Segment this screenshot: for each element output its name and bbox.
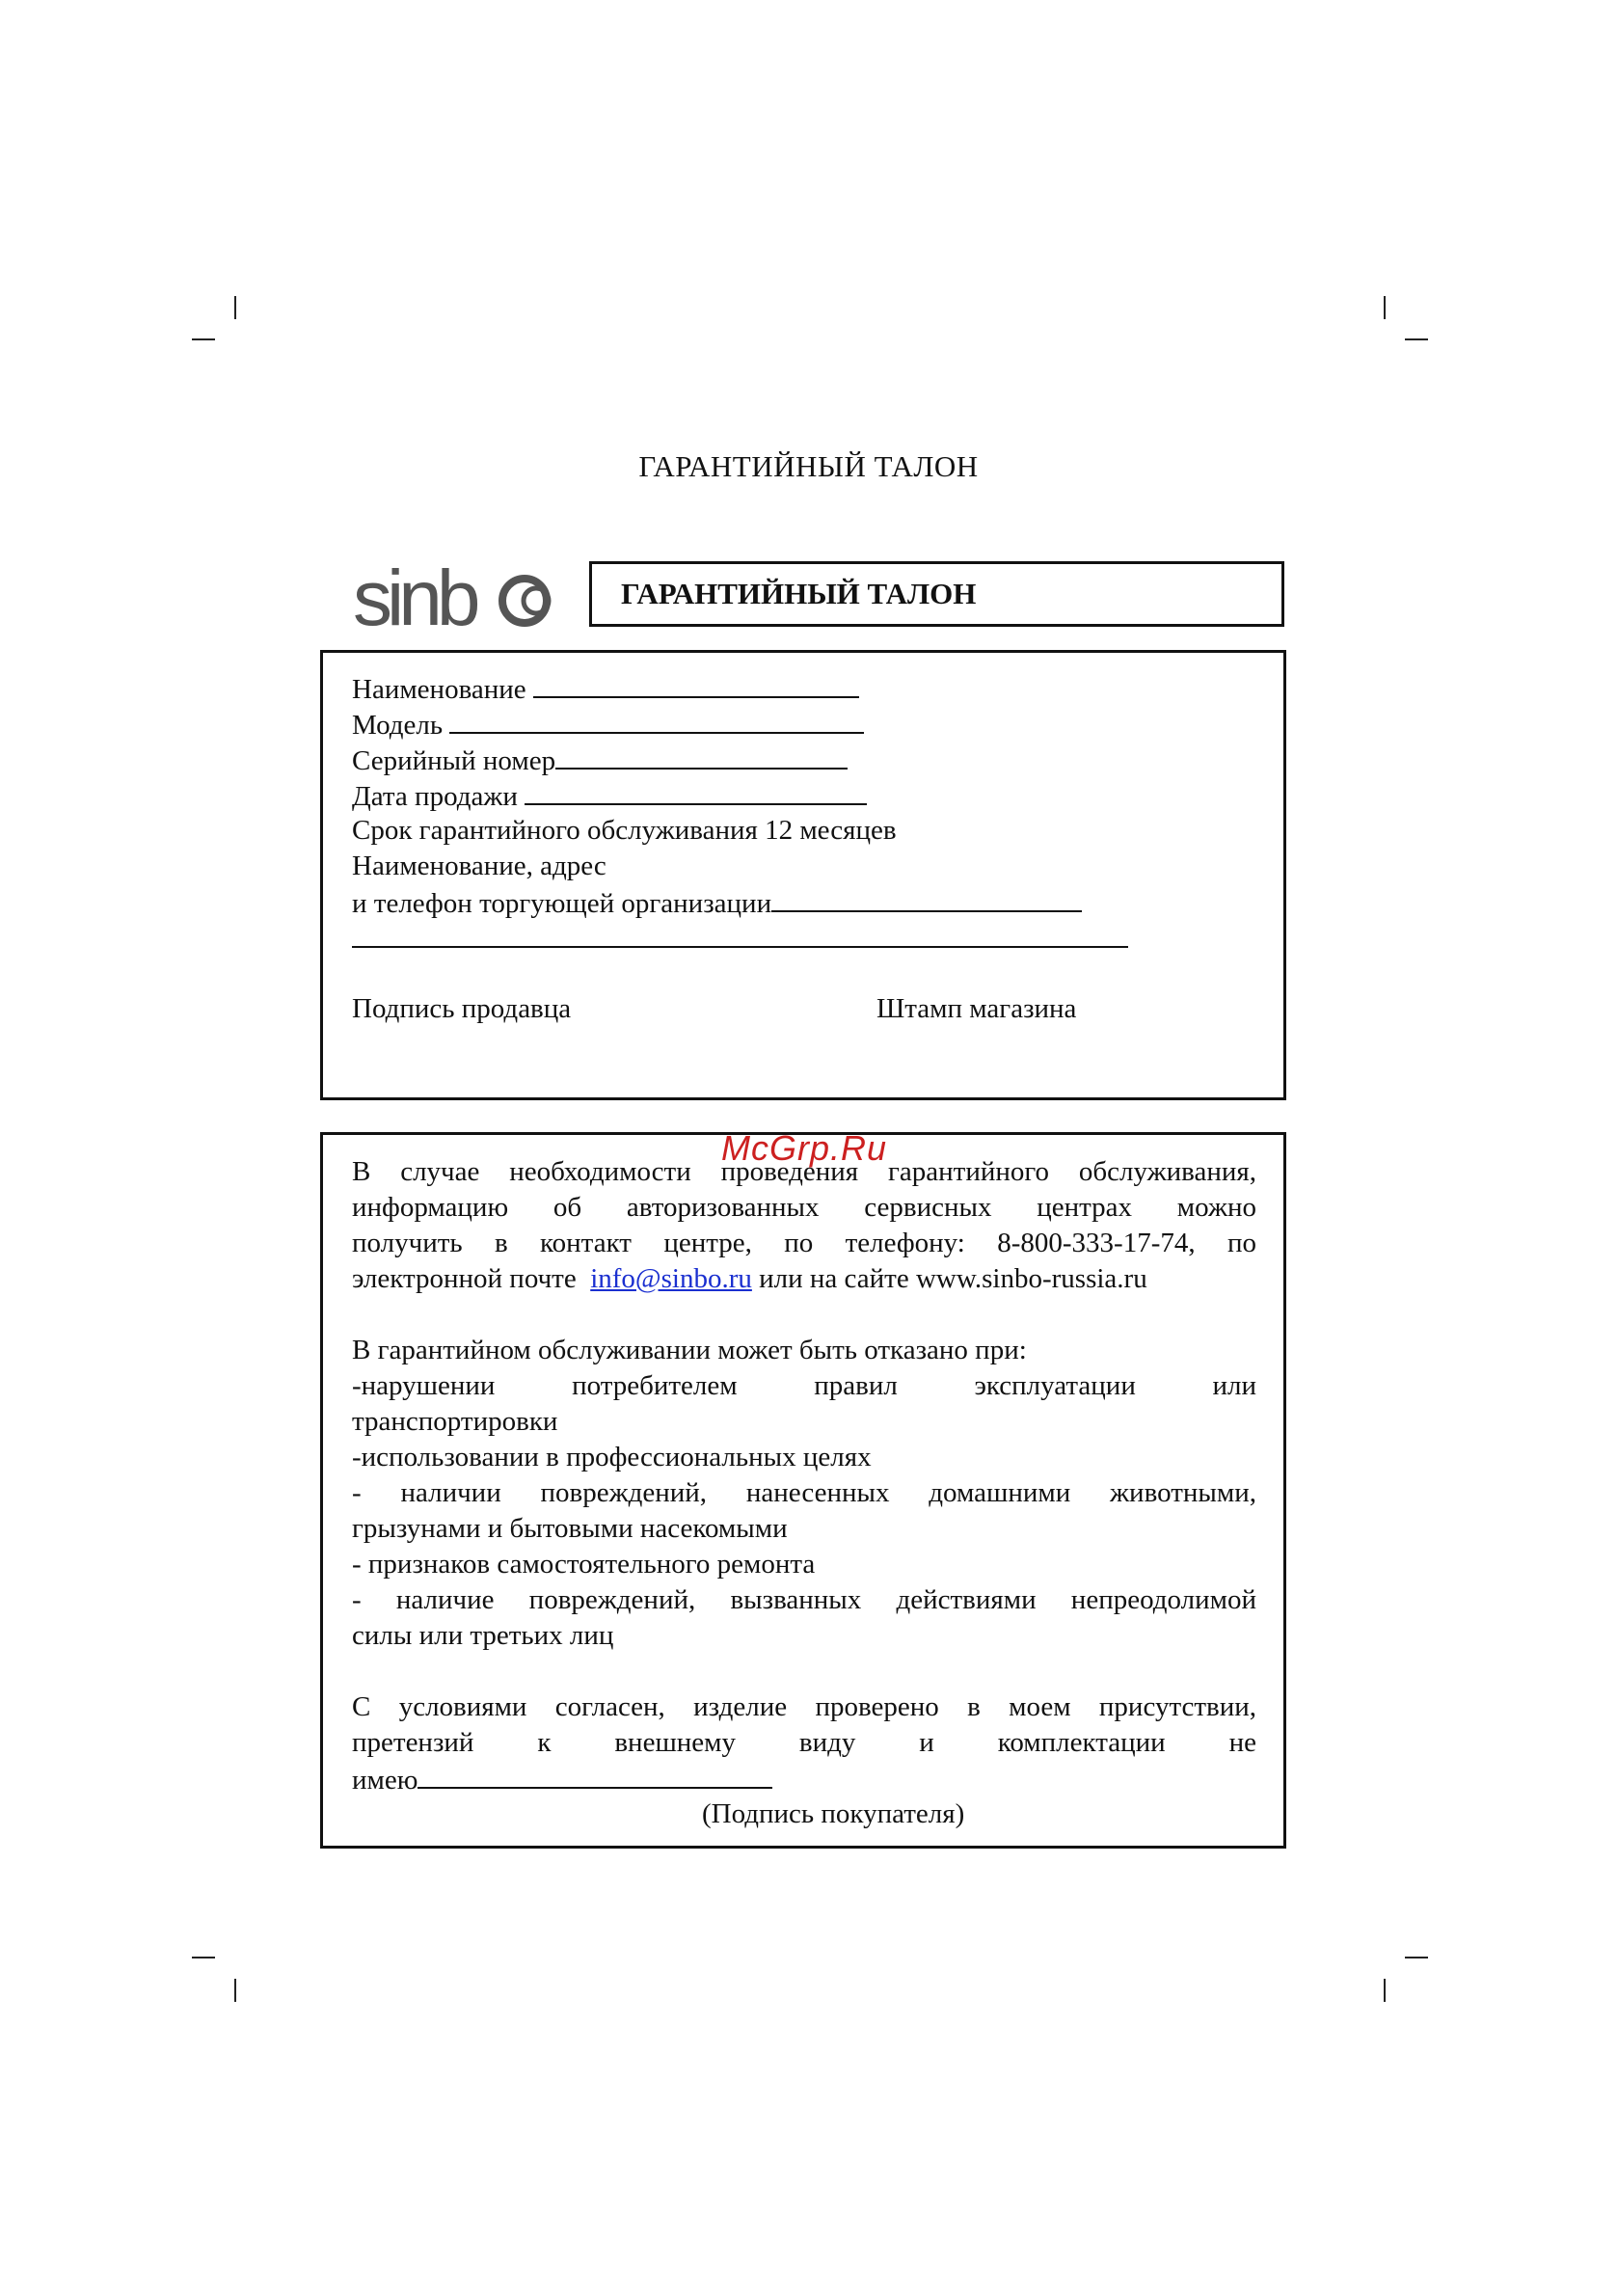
crop-mark xyxy=(1405,1957,1428,1958)
org-extra-field[interactable] xyxy=(352,920,1128,958)
consent-text: претензий к внешнему виду и комплектации не xyxy=(352,1727,1256,1758)
refusal-item: грызунами и бытовыми насекомыми xyxy=(352,1513,788,1544)
org-label-line1: Наименование, адрес xyxy=(352,851,606,881)
watermark: McGrp.Ru xyxy=(721,1128,888,1168)
refusal-item: - наличии повреждений, нанесенных домашними животными, xyxy=(352,1477,1256,1508)
crop-mark xyxy=(192,1957,215,1958)
sale-date-label: Дата продажи xyxy=(352,781,518,812)
sale-date-blank[interactable] xyxy=(525,777,867,805)
seller-signature-label: Подпись продавца xyxy=(352,993,572,1024)
serial-field[interactable] xyxy=(352,742,848,779)
sale-date-field[interactable] xyxy=(352,777,867,815)
sinbo-logo xyxy=(353,557,555,631)
crop-mark xyxy=(192,338,215,340)
model-label: Модель xyxy=(352,710,444,741)
crop-mark xyxy=(234,296,236,319)
buyer-signature-blank[interactable] xyxy=(418,1761,772,1789)
org-field[interactable] xyxy=(352,884,1082,922)
model-field[interactable] xyxy=(352,706,864,743)
refusal-item: - признаков самостоятельного ремонта xyxy=(352,1549,816,1580)
model-blank[interactable] xyxy=(449,706,864,734)
refusal-item: - наличие повреждений, вызванных действиями непреодолимой xyxy=(352,1584,1256,1615)
crop-mark xyxy=(1405,338,1428,340)
info-text xyxy=(352,1261,1147,1297)
warranty-form-box xyxy=(320,650,1286,1100)
refusal-item: силы или третьих лиц xyxy=(352,1620,614,1651)
page-title: ГАРАНТИЙНЫЙ ТАЛОН xyxy=(638,449,979,483)
warranty-term: Срок гарантийного обслуживания 12 месяцев xyxy=(352,815,897,846)
info-text: получить в контакт центре, по телефону: 8-800-333-17-74, по xyxy=(352,1228,1256,1258)
crop-mark xyxy=(1384,1979,1386,2002)
info-text: информацию об авторизованных сервисных центрах можно xyxy=(352,1192,1256,1223)
name-blank[interactable] xyxy=(533,670,859,698)
refusal-title: В гарантийном обслуживании может быть отказано при: xyxy=(352,1335,1027,1365)
consent-text: имею xyxy=(352,1765,418,1796)
header-title-box: ГАРАНТИЙНЫЙ ТАЛОН xyxy=(589,561,1284,627)
consent-text: С условиями согласен, изделие проверено в моем присутствии, xyxy=(352,1691,1256,1722)
refusal-item: -использовании в профессиональных целях xyxy=(352,1442,872,1472)
org-label-line2: и телефон торгующей организации xyxy=(352,888,772,919)
org-blank[interactable] xyxy=(771,884,1082,912)
svg-text:sinb: sinb xyxy=(353,557,475,631)
refusal-item: -нарушении потребителем правил эксплуатации или xyxy=(352,1370,1256,1401)
warranty-info-box xyxy=(320,1132,1286,1849)
crop-mark xyxy=(234,1979,236,2002)
info-text: электронной почте xyxy=(352,1263,577,1294)
info-text: В случае необходимости проведения гарантийного обслуживания, xyxy=(352,1156,1256,1187)
name-field[interactable] xyxy=(352,670,859,708)
refusal-item: транспортировки xyxy=(352,1406,558,1437)
serial-blank[interactable] xyxy=(555,742,848,770)
email-link[interactable]: info@sinbo.ru xyxy=(590,1263,752,1294)
info-text: или на сайте www.sinbo-russia.ru xyxy=(759,1263,1147,1294)
org-extra-blank[interactable] xyxy=(352,920,1128,948)
store-stamp-label: Штамп магазина xyxy=(876,993,1077,1024)
buyer-signature-field[interactable] xyxy=(352,1761,772,1798)
buyer-signature-label: (Подпись покупателя) xyxy=(702,1798,965,1829)
crop-mark xyxy=(1384,296,1386,319)
serial-label: Серийный номер xyxy=(352,745,556,776)
name-label: Наименование xyxy=(352,674,526,705)
